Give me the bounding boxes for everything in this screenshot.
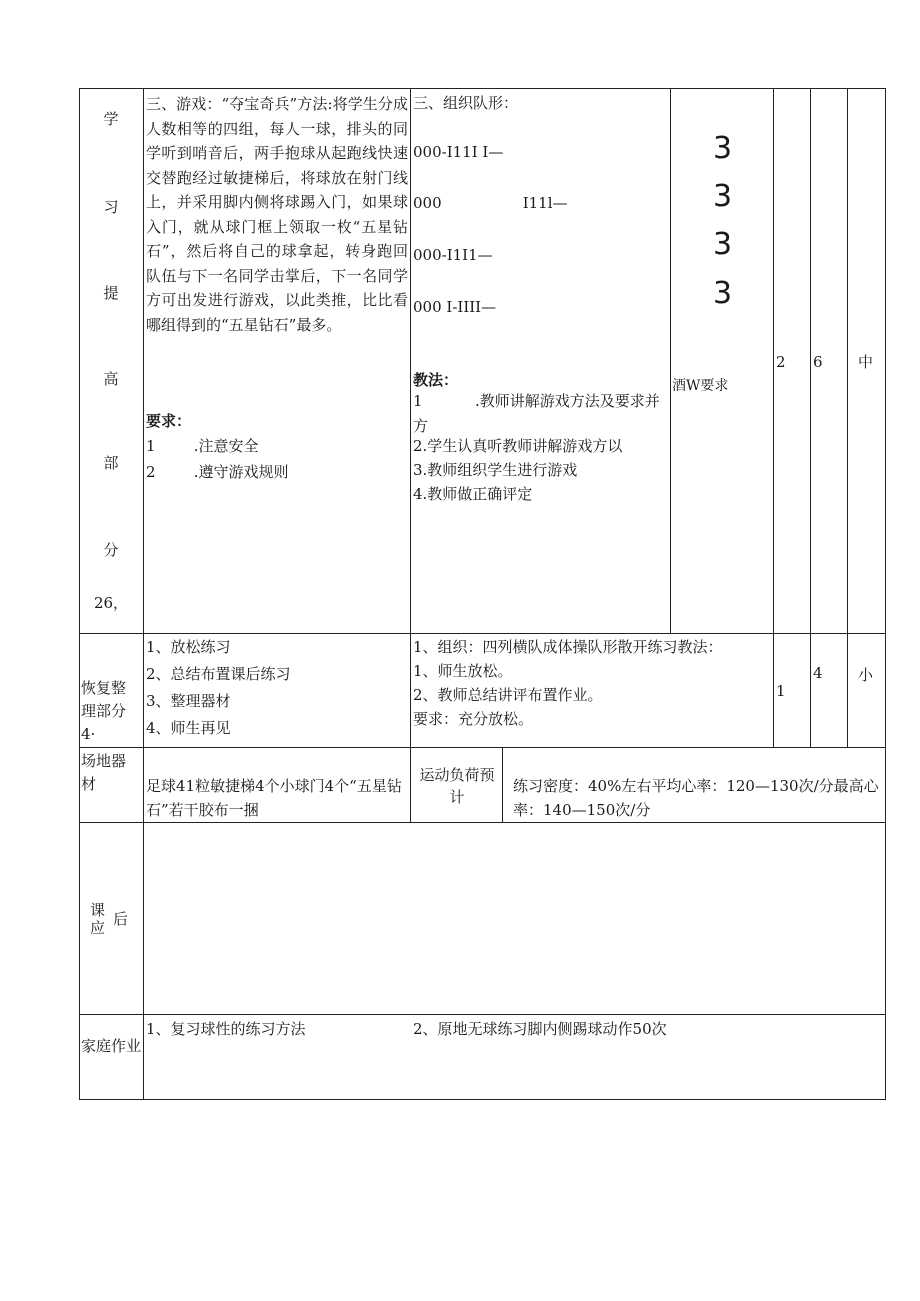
- method-item: 3.教师组织学生进行游戏: [413, 461, 578, 479]
- grid-line: [79, 1014, 886, 1015]
- equipment-label: 场地器材: [81, 752, 127, 793]
- recovery-org-line: 1、师生放松。: [413, 662, 513, 680]
- method-item: 1 .教师讲解游戏方法及要求并方: [413, 392, 660, 435]
- load-label: 运动负荷预计: [419, 766, 495, 806]
- section-char: 学: [103, 110, 119, 128]
- grid-line: [810, 88, 811, 747]
- homework-label: 家庭作业: [81, 1037, 142, 1055]
- grid-line: [79, 747, 886, 748]
- section-char: 部: [103, 454, 119, 472]
- big-digit: 3: [713, 179, 733, 214]
- grid-line: [79, 88, 886, 89]
- grid-line: [143, 88, 144, 1100]
- recovery-item: 1、放松练习: [146, 638, 231, 656]
- after-class-label: 后: [113, 910, 129, 928]
- formation-line: 000 I11l—: [413, 194, 568, 212]
- grid-line: [502, 747, 503, 822]
- recovery-org-line: 1、组织：四列横队成体操队形散开练习教法：: [413, 638, 723, 656]
- column-note: 酒W要求: [672, 378, 729, 394]
- section-label: 恢复整理部分4·: [81, 679, 127, 743]
- game-description: 三、游戏：“夺宝奇兵”方法:将学生分成人数相等的四组，每人一球，排头的同学听到哨音后，两手抱球从起跑线快速交替跑经过敏捷梯后，将球放在射门线上，并采用脚内侧将球踢入门，如果球入门，就从球门框上领取一枚“五星钻石”，然后将自己的球拿起，转身跑回队伍与下一名同学击掌后，下一名同学方可出发进行游戏，以此类推，比比看哪组得到的“五星钻石”最多。: [146, 95, 408, 334]
- method-item: 4.教师做正确评定: [413, 485, 533, 503]
- requirement-item: 2 .遵守游戏规则: [146, 463, 289, 481]
- recovery-item: 3、整理器材: [146, 692, 231, 710]
- organization-title: 三、组织队形：: [413, 94, 519, 112]
- times-value: 2: [776, 353, 786, 371]
- formation-line: 000-I1I1—: [413, 246, 493, 264]
- minutes-value: 6: [813, 353, 823, 371]
- requirement-item: 1 .注意安全: [146, 437, 259, 455]
- recovery-item: 4、师生再见: [146, 719, 231, 737]
- section-time: 26，: [93, 594, 129, 612]
- homework-item: 1、复习球性的练习方法: [146, 1020, 306, 1038]
- grid-line: [773, 88, 774, 747]
- big-digit: 3: [713, 227, 733, 262]
- grid-line: [79, 1099, 886, 1100]
- recovery-item: 2、总结布置课后练习: [146, 665, 291, 683]
- intensity-value: 中: [858, 353, 874, 371]
- formation-line: 000-I11I I—: [413, 143, 504, 161]
- formation-line: 000 I-IIII—: [413, 298, 497, 316]
- recovery-org-line: 要求：充分放松。: [413, 710, 534, 728]
- intensity-value: 小: [858, 666, 874, 684]
- section-char: 高: [103, 370, 119, 388]
- grid-line: [410, 88, 411, 747]
- method-title: 教法：: [413, 371, 459, 389]
- recovery-org-line: 2、教师总结讲评布置作业。: [413, 686, 603, 704]
- homework-item: 2、原地无球练习脚内侧踢球动作50次: [413, 1020, 667, 1038]
- after-class-label: 课: [90, 901, 106, 919]
- method-item: 2.学生认真听教师讲解游戏方以: [413, 437, 623, 455]
- requirement-title: 要求：: [146, 412, 192, 430]
- grid-line: [885, 88, 886, 1100]
- load-content: 练习密度：40%左右平均心率：120—130次/分最高心率：140—150次/分: [513, 777, 879, 819]
- grid-line: [79, 633, 886, 634]
- grid-line: [847, 88, 848, 747]
- equipment-content: 足球41粒敏捷梯4个小球门4个“五星钻石”若干胶布一捆: [146, 777, 402, 819]
- minutes-value: 4: [813, 664, 823, 682]
- after-class-label: 应: [90, 919, 106, 937]
- big-digit: 3: [713, 276, 733, 311]
- big-digit: 3: [713, 131, 733, 166]
- section-char: 提: [103, 284, 119, 302]
- times-value: 1: [776, 682, 786, 700]
- section-char: 分: [103, 541, 119, 559]
- grid-line: [670, 88, 671, 633]
- section-char: 习: [103, 198, 119, 216]
- grid-line: [410, 747, 411, 822]
- grid-line: [79, 822, 886, 823]
